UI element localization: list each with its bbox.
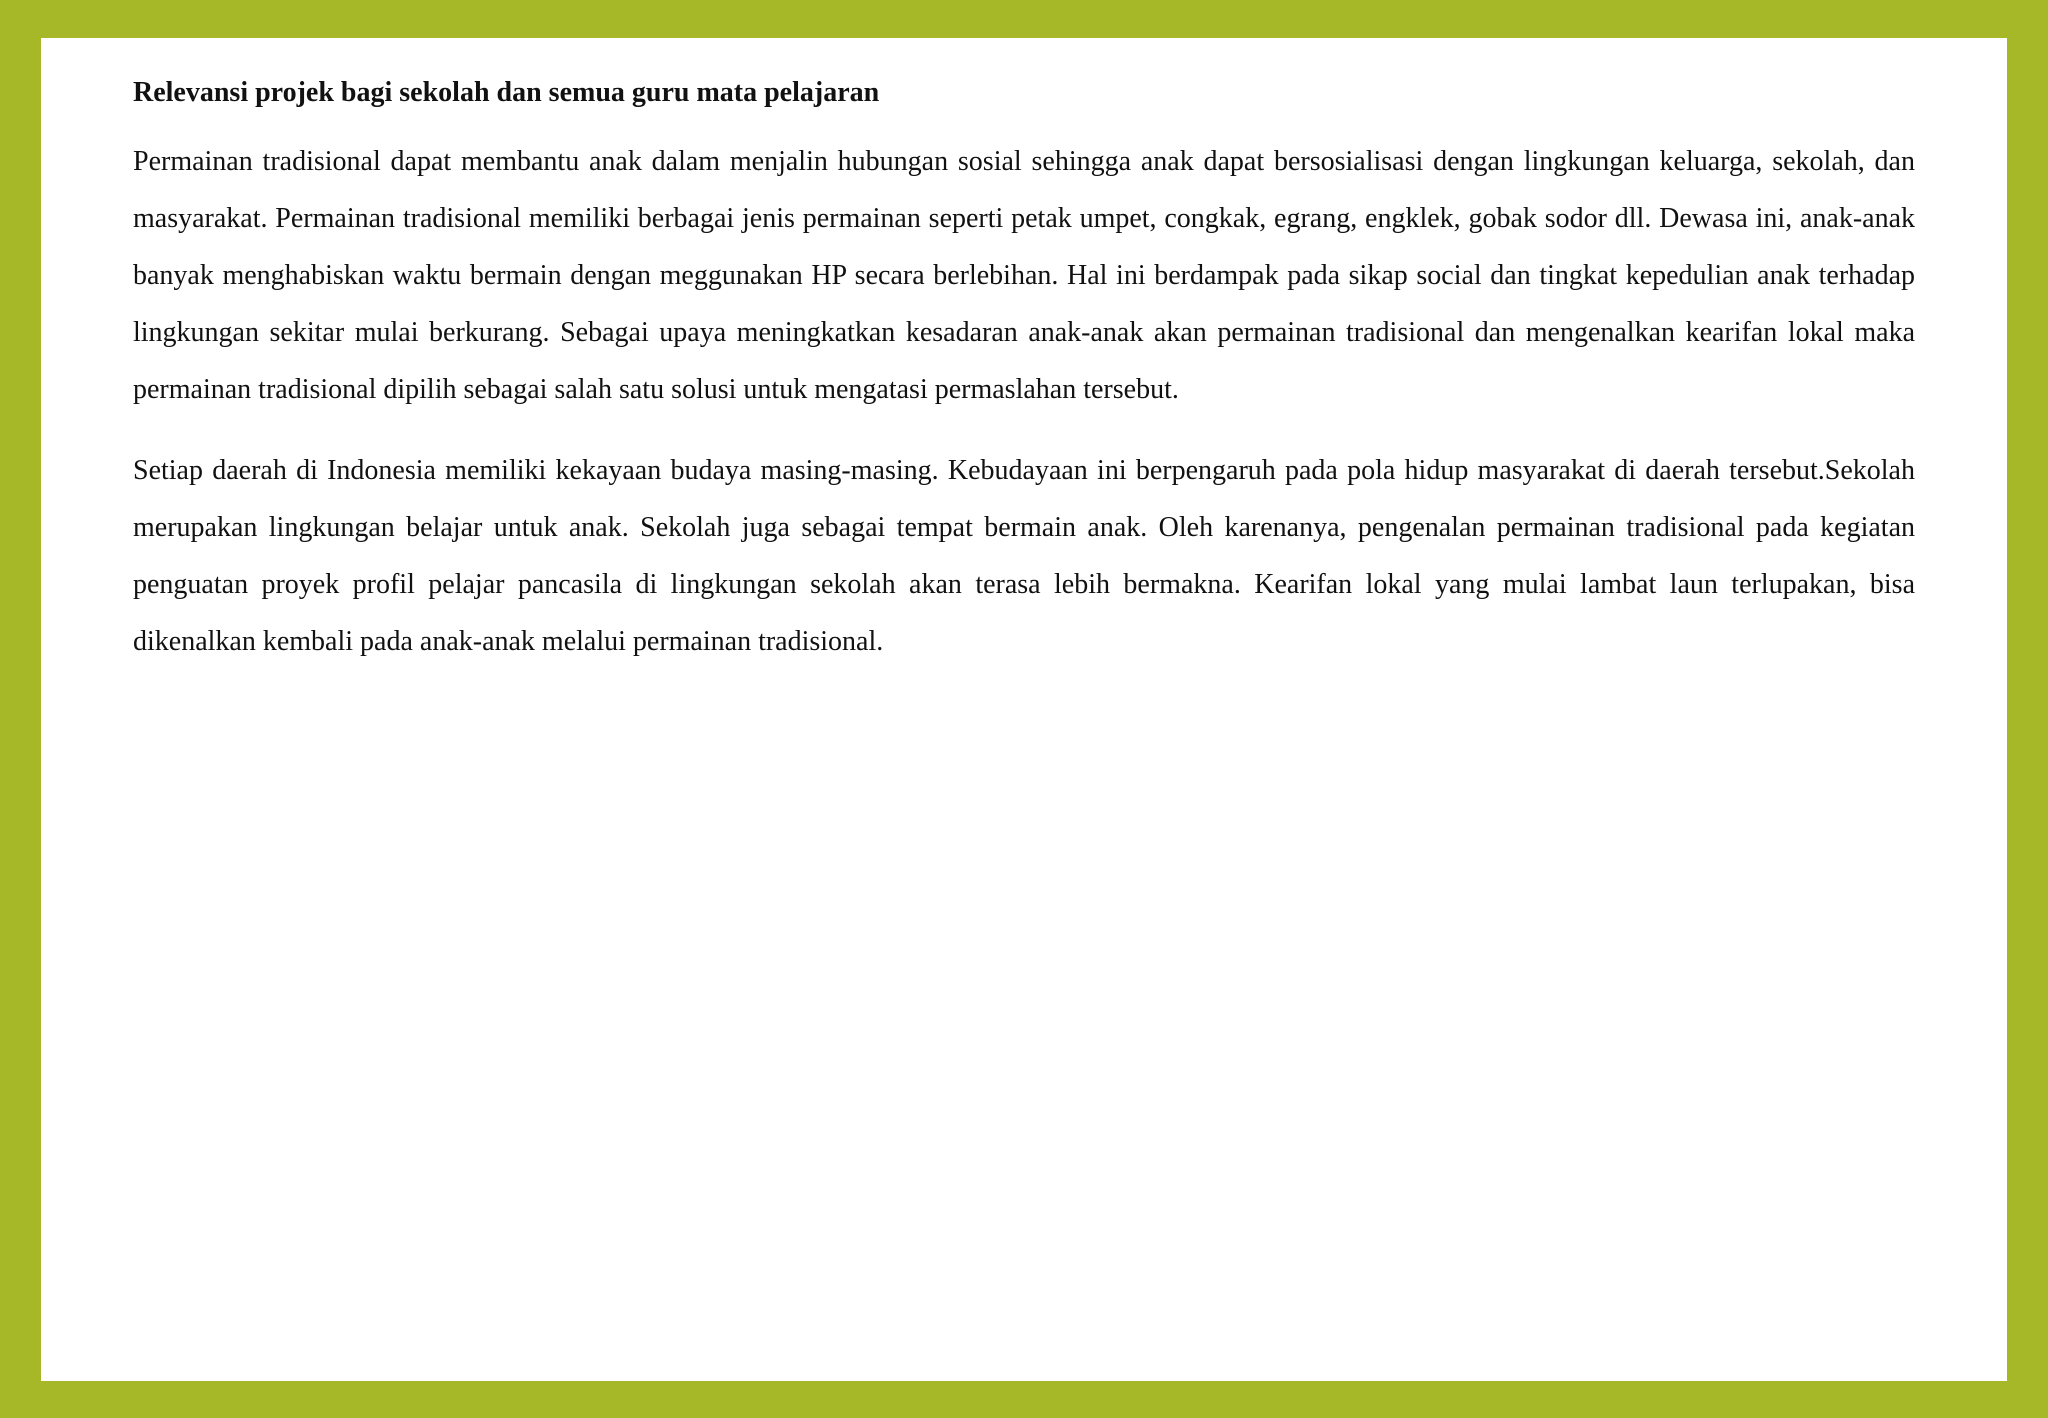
document-page (41, 38, 2007, 1381)
section-heading: Relevansi projek bagi sekolah dan semua guru mata pelajaran (133, 77, 880, 108)
body-paragraph-1: Permainan tradisional dapat membantu anak dalam menjalin hubungan sosial sehingga anak dapat bersosialisasi dengan lingkungan keluarga, sekolah, dan masyarakat. Permainan tradisional memiliki berbagai jenis permainan seperti petak umpet, congkak, egrang, engklek, gobak sodor dll. Dewasa ini, anak-anak banyak menghabiskan waktu bermain dengan meggunakan HP secara berlebihan. Hal ini berdampak pada sikap social dan tingkat kepedulian anak terhadap lingkungan sekitar mulai berkurang. Sebagai upaya meningkatkan kesadaran anak-anak akan permainan tradisional dan mengenalkan kearifan lokal maka permainan tradisional dipilih sebagai salah satu solusi untuk mengatasi permaslahan tersebut. (133, 146, 1915, 405)
body-paragraph-2: Setiap daerah di Indonesia memiliki kekayaan budaya masing-masing. Kebudayaan ini berpengaruh pada pola hidup masyarakat di daerah tersebut.Sekolah merupakan lingkungan belajar untuk anak. Sekolah juga sebagai tempat bermain anak. Oleh karenanya, pengenalan permainan tradisional pada kegiatan penguatan proyek profil pelajar pancasila di lingkungan sekolah akan terasa lebih bermakna. Kearifan lokal yang mulai lambat laun terlupakan, bisa dikenalkan kembali pada anak-anak melalui permainan tradisional. (133, 455, 1915, 657)
